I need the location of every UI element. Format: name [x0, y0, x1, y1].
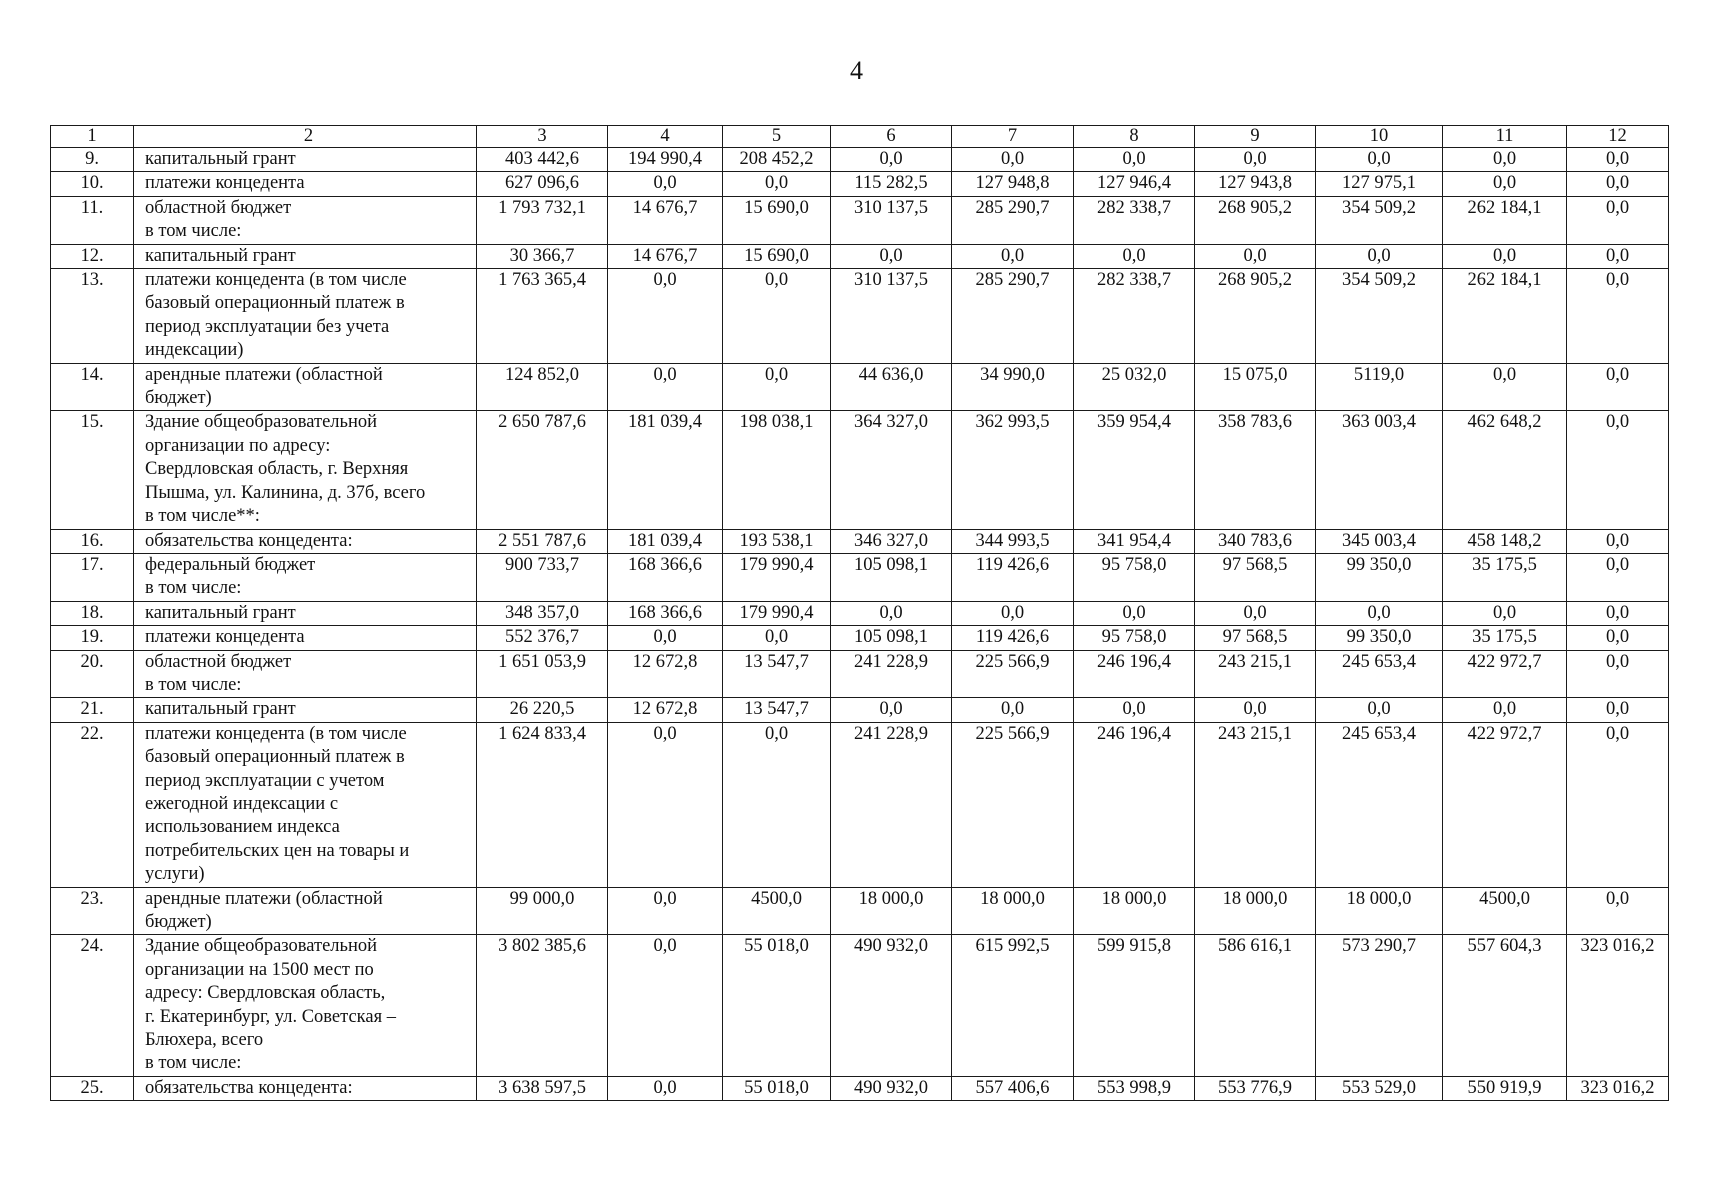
value-cell: 0,0 — [1074, 244, 1195, 268]
value-cell: 354 509,2 — [1316, 196, 1443, 244]
row-label-line: обязательства концедента: — [145, 1077, 353, 1098]
row-label-line: в том числе: — [145, 674, 242, 695]
value-cell: 553 529,0 — [1316, 1076, 1443, 1100]
value-cell: 490 932,0 — [831, 935, 952, 1076]
value-cell: 14 676,7 — [608, 244, 723, 268]
value-cell: 225 566,9 — [952, 722, 1074, 887]
budget-table — [50, 125, 1669, 1101]
value-cell: 553 776,9 — [1195, 1076, 1316, 1100]
row-label-line: Здание общеобразовательной — [145, 412, 377, 433]
column-header: 4 — [608, 126, 723, 148]
value-cell: 127 946,4 — [1074, 172, 1195, 196]
value-cell: 358 783,6 — [1195, 411, 1316, 529]
row-label-line: арендные платежи (областной — [145, 364, 383, 385]
row-label-line: ежегодной индексации с — [145, 793, 339, 814]
value-cell: 99 350,0 — [1316, 553, 1443, 601]
value-cell: 208 452,2 — [723, 148, 831, 172]
value-cell: 15 075,0 — [1195, 363, 1316, 411]
value-cell: 55 018,0 — [723, 935, 831, 1076]
value-cell: 0,0 — [1567, 529, 1669, 553]
value-cell: 0,0 — [1443, 601, 1567, 625]
row-label-line: в том числе: — [145, 1053, 242, 1074]
row-label-line: капитальный грант — [145, 602, 296, 623]
row-label-line: г. Екатеринбург, ул. Советская – — [145, 1006, 396, 1027]
table-header-row — [51, 126, 1669, 148]
row-label-line: платежи концедента — [145, 173, 305, 194]
column-header: 5 — [723, 126, 831, 148]
value-cell: 127 948,8 — [952, 172, 1074, 196]
value-cell: 193 538,1 — [723, 529, 831, 553]
table-row — [51, 722, 1669, 887]
value-cell: 3 638 597,5 — [477, 1076, 608, 1100]
value-cell: 0,0 — [1316, 698, 1443, 722]
value-cell: 557 406,6 — [952, 1076, 1074, 1100]
row-label — [134, 698, 477, 722]
value-cell: 262 184,1 — [1443, 196, 1567, 244]
value-cell: 0,0 — [952, 601, 1074, 625]
value-cell: 0,0 — [608, 172, 723, 196]
row-label-line: услуги) — [145, 864, 205, 885]
value-cell: 0,0 — [1567, 553, 1669, 601]
value-cell: 0,0 — [1443, 363, 1567, 411]
row-number: 12. — [51, 244, 134, 268]
row-number: 21. — [51, 698, 134, 722]
row-label-line: арендные платежи (областной — [145, 888, 383, 909]
value-cell: 0,0 — [608, 722, 723, 887]
page-number: 4 — [850, 56, 863, 85]
value-cell: 243 215,1 — [1195, 722, 1316, 887]
row-number: 19. — [51, 626, 134, 650]
row-label-line: индексации) — [145, 340, 244, 361]
value-cell: 0,0 — [723, 172, 831, 196]
value-cell: 0,0 — [608, 887, 723, 935]
value-cell: 18 000,0 — [831, 887, 952, 935]
row-label-line: капитальный грант — [145, 699, 296, 720]
value-cell: 557 604,3 — [1443, 935, 1567, 1076]
table-row — [51, 269, 1669, 364]
value-cell: 1 793 732,1 — [477, 196, 608, 244]
value-cell: 0,0 — [952, 698, 1074, 722]
value-cell: 179 990,4 — [723, 601, 831, 625]
row-number: 14. — [51, 363, 134, 411]
row-label — [134, 650, 477, 698]
value-cell: 14 676,7 — [608, 196, 723, 244]
value-cell: 340 783,6 — [1195, 529, 1316, 553]
row-number: 16. — [51, 529, 134, 553]
value-cell: 0,0 — [1195, 601, 1316, 625]
value-cell: 586 616,1 — [1195, 935, 1316, 1076]
value-cell: 241 228,9 — [831, 650, 952, 698]
row-label-line: Здание общеобразовательной — [145, 936, 377, 957]
value-cell: 198 038,1 — [723, 411, 831, 529]
value-cell: 243 215,1 — [1195, 650, 1316, 698]
value-cell: 282 338,7 — [1074, 196, 1195, 244]
row-number: 22. — [51, 722, 134, 887]
value-cell: 13 547,7 — [723, 698, 831, 722]
value-cell: 34 990,0 — [952, 363, 1074, 411]
row-number: 15. — [51, 411, 134, 529]
row-number: 20. — [51, 650, 134, 698]
table-row — [51, 1076, 1669, 1100]
row-label — [134, 269, 477, 364]
row-label — [134, 363, 477, 411]
row-label-line: период эксплуатации с учетом — [145, 770, 385, 791]
value-cell: 0,0 — [1443, 172, 1567, 196]
value-cell: 0,0 — [1567, 196, 1669, 244]
value-cell: 0,0 — [831, 601, 952, 625]
value-cell: 0,0 — [723, 363, 831, 411]
value-cell: 0,0 — [1567, 172, 1669, 196]
table-row — [51, 529, 1669, 553]
value-cell: 0,0 — [1567, 148, 1669, 172]
table-row — [51, 172, 1669, 196]
row-label-line: областной бюджет — [145, 197, 292, 218]
row-label-line: бюджет) — [145, 388, 212, 409]
table-body — [51, 126, 1669, 1101]
column-header: 2 — [134, 126, 477, 148]
row-label-line: областной бюджет — [145, 651, 292, 672]
value-cell: 323 016,2 — [1567, 935, 1669, 1076]
row-label — [134, 601, 477, 625]
column-header: 3 — [477, 126, 608, 148]
row-label — [134, 196, 477, 244]
row-label-line: организации на 1500 мест по — [145, 959, 374, 980]
value-cell: 458 148,2 — [1443, 529, 1567, 553]
row-label-line: Пышма, ул. Калинина, д. 37б, всего — [145, 482, 426, 503]
row-label-line: использованием индекса — [145, 817, 340, 838]
value-cell: 422 972,7 — [1443, 650, 1567, 698]
row-label-line: потребительских цен на товары и — [145, 840, 410, 861]
row-number: 24. — [51, 935, 134, 1076]
value-cell: 194 990,4 — [608, 148, 723, 172]
row-label-line: обязательства концедента: — [145, 530, 353, 551]
table-row — [51, 553, 1669, 601]
value-cell: 285 290,7 — [952, 196, 1074, 244]
row-label — [134, 148, 477, 172]
column-header: 6 — [831, 126, 952, 148]
value-cell: 422 972,7 — [1443, 722, 1567, 887]
value-cell: 0,0 — [952, 244, 1074, 268]
row-label-line: базовый операционный платеж в — [145, 293, 405, 314]
table-row — [51, 698, 1669, 722]
row-label-line: в том числе: — [145, 578, 242, 599]
row-label-line: базовый операционный платеж в — [145, 747, 405, 768]
value-cell: 12 672,8 — [608, 650, 723, 698]
value-cell: 310 137,5 — [831, 269, 952, 364]
value-cell: 0,0 — [1443, 698, 1567, 722]
value-cell: 18 000,0 — [1195, 887, 1316, 935]
value-cell: 0,0 — [1567, 244, 1669, 268]
value-cell: 18 000,0 — [952, 887, 1074, 935]
value-cell: 0,0 — [1316, 148, 1443, 172]
value-cell: 0,0 — [1567, 698, 1669, 722]
value-cell: 25 032,0 — [1074, 363, 1195, 411]
row-label-line: в том числе**: — [145, 506, 260, 527]
value-cell: 0,0 — [608, 626, 723, 650]
value-cell: 262 184,1 — [1443, 269, 1567, 364]
value-cell: 345 003,4 — [1316, 529, 1443, 553]
row-label — [134, 626, 477, 650]
value-cell: 552 376,7 — [477, 626, 608, 650]
value-cell: 354 509,2 — [1316, 269, 1443, 364]
value-cell: 310 137,5 — [831, 196, 952, 244]
value-cell: 348 357,0 — [477, 601, 608, 625]
value-cell: 115 282,5 — [831, 172, 952, 196]
value-cell: 0,0 — [1316, 601, 1443, 625]
table-row — [51, 196, 1669, 244]
row-number: 23. — [51, 887, 134, 935]
row-label-line: организации по адресу: — [145, 435, 331, 456]
value-cell: 3 802 385,6 — [477, 935, 608, 1076]
value-cell: 0,0 — [831, 148, 952, 172]
value-cell: 15 690,0 — [723, 196, 831, 244]
row-label-line: бюджет) — [145, 912, 212, 932]
row-label-line: федеральный бюджет — [145, 554, 316, 575]
value-cell: 403 442,6 — [477, 148, 608, 172]
value-cell: 26 220,5 — [477, 698, 608, 722]
table-row — [51, 411, 1669, 529]
value-cell: 0,0 — [1567, 269, 1669, 364]
value-cell: 0,0 — [1074, 601, 1195, 625]
value-cell: 0,0 — [1567, 626, 1669, 650]
value-cell: 346 327,0 — [831, 529, 952, 553]
row-label — [134, 935, 477, 1076]
value-cell: 119 426,6 — [952, 553, 1074, 601]
value-cell: 1 624 833,4 — [477, 722, 608, 887]
value-cell: 1 763 365,4 — [477, 269, 608, 364]
value-cell: 1 651 053,9 — [477, 650, 608, 698]
value-cell: 0,0 — [723, 626, 831, 650]
value-cell: 0,0 — [1443, 244, 1567, 268]
value-cell: 362 993,5 — [952, 411, 1074, 529]
value-cell: 55 018,0 — [723, 1076, 831, 1100]
value-cell: 0,0 — [1567, 722, 1669, 887]
value-cell: 0,0 — [831, 244, 952, 268]
value-cell: 615 992,5 — [952, 935, 1074, 1076]
row-label-line: Свердловская область, г. Верхняя — [145, 459, 409, 480]
value-cell: 0,0 — [1074, 698, 1195, 722]
value-cell: 0,0 — [1316, 244, 1443, 268]
column-header: 9 — [1195, 126, 1316, 148]
value-cell: 900 733,7 — [477, 553, 608, 601]
row-label — [134, 411, 477, 529]
value-cell: 285 290,7 — [952, 269, 1074, 364]
value-cell: 0,0 — [608, 363, 723, 411]
value-cell: 241 228,9 — [831, 722, 952, 887]
value-cell: 245 653,4 — [1316, 650, 1443, 698]
value-cell: 573 290,7 — [1316, 935, 1443, 1076]
value-cell: 627 096,6 — [477, 172, 608, 196]
value-cell: 225 566,9 — [952, 650, 1074, 698]
value-cell: 99 000,0 — [477, 887, 608, 935]
value-cell: 462 648,2 — [1443, 411, 1567, 529]
value-cell: 0,0 — [1443, 148, 1567, 172]
value-cell: 105 098,1 — [831, 553, 952, 601]
value-cell: 0,0 — [1567, 887, 1669, 935]
value-cell: 0,0 — [1195, 148, 1316, 172]
value-cell: 0,0 — [723, 722, 831, 887]
value-cell: 553 998,9 — [1074, 1076, 1195, 1100]
value-cell: 0,0 — [608, 269, 723, 364]
value-cell: 124 852,0 — [477, 363, 608, 411]
table-row — [51, 650, 1669, 698]
value-cell: 99 350,0 — [1316, 626, 1443, 650]
value-cell: 323 016,2 — [1567, 1076, 1669, 1100]
value-cell: 168 366,6 — [608, 601, 723, 625]
value-cell: 0,0 — [1567, 411, 1669, 529]
table-row — [51, 601, 1669, 625]
table-row — [51, 626, 1669, 650]
value-cell: 4500,0 — [1443, 887, 1567, 935]
value-cell: 246 196,4 — [1074, 650, 1195, 698]
value-cell: 181 039,4 — [608, 529, 723, 553]
row-label-line: Блюхера, всего — [145, 1030, 264, 1051]
value-cell: 341 954,4 — [1074, 529, 1195, 553]
value-cell: 0,0 — [1074, 148, 1195, 172]
value-cell: 0,0 — [1567, 363, 1669, 411]
row-label-line: период эксплуатации без учета — [145, 316, 390, 337]
row-number: 18. — [51, 601, 134, 625]
column-header: 1 — [51, 126, 134, 148]
row-label — [134, 244, 477, 268]
value-cell: 344 993,5 — [952, 529, 1074, 553]
value-cell: 268 905,2 — [1195, 196, 1316, 244]
value-cell: 181 039,4 — [608, 411, 723, 529]
value-cell: 0,0 — [723, 269, 831, 364]
table-row — [51, 148, 1669, 172]
column-header: 8 — [1074, 126, 1195, 148]
value-cell: 0,0 — [1567, 650, 1669, 698]
value-cell: 550 919,9 — [1443, 1076, 1567, 1100]
value-cell: 5119,0 — [1316, 363, 1443, 411]
value-cell: 0,0 — [608, 1076, 723, 1100]
table-row — [51, 935, 1669, 1076]
column-header: 10 — [1316, 126, 1443, 148]
row-number: 25. — [51, 1076, 134, 1100]
value-cell: 490 932,0 — [831, 1076, 952, 1100]
value-cell: 12 672,8 — [608, 698, 723, 722]
value-cell: 268 905,2 — [1195, 269, 1316, 364]
value-cell: 2 650 787,6 — [477, 411, 608, 529]
value-cell: 18 000,0 — [1316, 887, 1443, 935]
value-cell: 95 758,0 — [1074, 626, 1195, 650]
row-number: 9. — [51, 148, 134, 172]
row-number: 13. — [51, 269, 134, 364]
value-cell: 246 196,4 — [1074, 722, 1195, 887]
value-cell: 18 000,0 — [1074, 887, 1195, 935]
row-label-line: платежи концедента (в том числе — [145, 270, 407, 291]
row-label — [134, 722, 477, 887]
value-cell: 363 003,4 — [1316, 411, 1443, 529]
row-label — [134, 553, 477, 601]
row-number: 11. — [51, 196, 134, 244]
value-cell: 105 098,1 — [831, 626, 952, 650]
value-cell: 168 366,6 — [608, 553, 723, 601]
value-cell: 282 338,7 — [1074, 269, 1195, 364]
table-row — [51, 244, 1669, 268]
value-cell: 95 758,0 — [1074, 553, 1195, 601]
value-cell: 0,0 — [608, 935, 723, 1076]
row-label-line: капитальный грант — [145, 245, 296, 266]
value-cell: 97 568,5 — [1195, 553, 1316, 601]
row-label-line: капитальный грант — [145, 149, 296, 169]
value-cell: 13 547,7 — [723, 650, 831, 698]
value-cell: 245 653,4 — [1316, 722, 1443, 887]
row-label-line: в том числе: — [145, 221, 242, 242]
table-row — [51, 887, 1669, 935]
row-label-line: платежи концедента (в том числе — [145, 723, 407, 744]
value-cell: 35 175,5 — [1443, 626, 1567, 650]
row-label — [134, 529, 477, 553]
value-cell: 119 426,6 — [952, 626, 1074, 650]
value-cell: 0,0 — [1567, 601, 1669, 625]
value-cell: 44 636,0 — [831, 363, 952, 411]
value-cell: 179 990,4 — [723, 553, 831, 601]
value-cell: 4500,0 — [723, 887, 831, 935]
row-number: 10. — [51, 172, 134, 196]
value-cell: 359 954,4 — [1074, 411, 1195, 529]
value-cell: 97 568,5 — [1195, 626, 1316, 650]
value-cell: 0,0 — [831, 698, 952, 722]
row-label-line: платежи концедента — [145, 627, 305, 648]
value-cell: 364 327,0 — [831, 411, 952, 529]
value-cell: 127 975,1 — [1316, 172, 1443, 196]
value-cell: 2 551 787,6 — [477, 529, 608, 553]
value-cell: 0,0 — [1195, 698, 1316, 722]
value-cell: 127 943,8 — [1195, 172, 1316, 196]
value-cell: 15 690,0 — [723, 244, 831, 268]
column-header: 7 — [952, 126, 1074, 148]
value-cell: 0,0 — [1195, 244, 1316, 268]
column-header: 12 — [1567, 126, 1669, 148]
value-cell: 0,0 — [952, 148, 1074, 172]
row-number: 17. — [51, 553, 134, 601]
row-label-line: адресу: Свердловская область, — [145, 983, 386, 1004]
value-cell: 30 366,7 — [477, 244, 608, 268]
value-cell: 35 175,5 — [1443, 553, 1567, 601]
column-header: 11 — [1443, 126, 1567, 148]
value-cell: 599 915,8 — [1074, 935, 1195, 1076]
table-row — [51, 363, 1669, 411]
row-label — [134, 172, 477, 196]
row-label — [134, 887, 477, 935]
row-label — [134, 1076, 477, 1100]
